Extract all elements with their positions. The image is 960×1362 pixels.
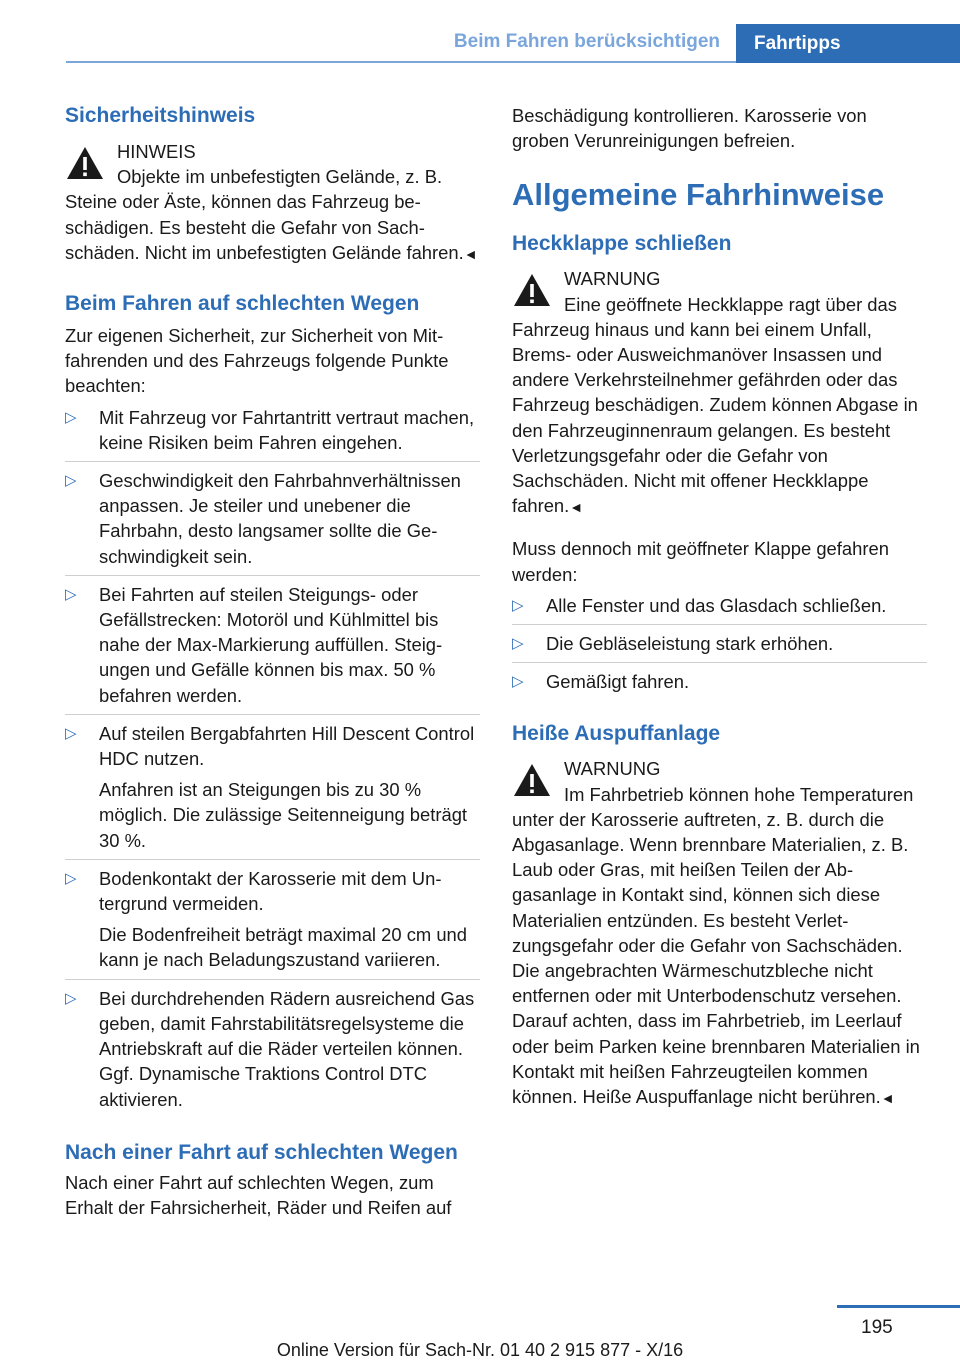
warning-label: WARNUNG xyxy=(564,758,661,780)
footer-divider xyxy=(837,1305,960,1308)
bullet-icon: ▷ xyxy=(512,673,524,691)
notice-block xyxy=(65,139,480,267)
notice-text: Objekte im unbefestigten Gelände, z. B. Steine oder Äste, können das Fahrzeug beschädigen. Es besteht die Gefahr von Sachschäden. Nicht im unbefestigten Gelände fahren.◄ xyxy=(65,166,478,263)
heading-tailgate: Heckklappe schließen xyxy=(512,232,732,256)
list-item-text: Bei durchdrehenden Rädern ausreichend Gas geben, damit Fahrstabilitätsregelsysteme die Antriebskraft auf die Räder verteilen können. Ggf. Dynamische Traktions Control DTC aktivieren. xyxy=(99,987,475,1110)
bullet-icon: ▷ xyxy=(65,408,77,426)
after-bad-roads-text: Nach einer Fahrt auf schlechten Wegen, zum Erhalt der Fahrsicherheit, Räder und Reifen auf xyxy=(65,1171,452,1218)
right-column xyxy=(512,103,927,1111)
open-tailgate-list xyxy=(512,593,927,701)
list-item-text: Bodenkontakt der Karosserie mit dem Untergrund vermeiden. xyxy=(99,867,442,915)
warning-tailgate xyxy=(512,266,927,520)
heading-safety: Sicherheitshinweis xyxy=(65,104,256,127)
bad-roads-list xyxy=(65,405,480,1118)
list-item-text: Gemäßigt fahren. xyxy=(546,671,690,693)
heading-after-bad-roads: Nach einer Fahrt auf schlechten Wegen xyxy=(65,1140,458,1164)
bullet-icon: ▷ xyxy=(65,989,77,1007)
list-item xyxy=(512,662,927,700)
list-item-text: Geschwindigkeit den Fahrbahnverhältnissen anpassen. Je steiler und unebener die Fahrbahn, desto langsamer sollte die Geschwindigkeit sein. xyxy=(99,470,461,567)
warning-triangle-icon xyxy=(512,762,552,798)
bullet-icon: ▷ xyxy=(65,869,77,887)
warning-exhaust xyxy=(512,756,927,1111)
header-divider xyxy=(66,61,736,63)
warning-triangle-icon xyxy=(512,272,552,308)
list-item-text: Die Gebläseleistung stark erhöhen. xyxy=(546,633,834,655)
online-version-note: Online Version für Sach-Nr. 01 40 2 915 877 - X/16 xyxy=(276,1340,684,1360)
list-item xyxy=(65,714,480,859)
list-item-text: Mit Fahrzeug vor Fahrtantritt vertraut machen, keine Risiken beim Fahren eingehen. xyxy=(99,406,475,453)
end-mark-icon: ◄ xyxy=(463,245,478,262)
page-number: 195 xyxy=(861,1317,893,1338)
list-item-text: Bei Fahrten auf steilen Steigungs- oder Gefällstrecken: Motoröl und Kühlmittel bis nahe der Max-Markierung auffüllen. Steigungen und Gefälle können bis max. 50 % befahren werden. xyxy=(99,583,443,706)
continued-text: Beschädigung kontrollieren. Karosserie von groben Verunreinigungen befreien. xyxy=(512,105,867,152)
bad-roads-intro: Zur eigenen Sicherheit, zur Sicherheit von Mitfahrenden und des Fahrzeugs folgende Punkte beachten: xyxy=(65,325,449,397)
warning-text: Eine geöffnete Heckklappe ragt über das Fahrzeug hinaus und kann bei einem Unfall, Brems- oder Ausweichmanöver Insassen und andere Verkehrsteilnehmer gefährden oder das Fahrzeug beschädigen. Zudem können Abgase in den Fahrzeuginnenraum gelangen. Es besteht Verletzungsgefahr oder die Gefahr von Sachschäden. Nicht mit offener Heckklappe fahren.◄ xyxy=(512,293,918,517)
warning-triangle-icon xyxy=(65,145,105,181)
bullet-icon: ▷ xyxy=(65,472,77,490)
list-item xyxy=(65,405,480,461)
list-item-note: Anfahren ist an Steigungen bis zu 30 % möglich. Die zulässige Seitenneigung beträgt 30 %. xyxy=(99,779,468,851)
list-item-note: Die Bodenfreiheit beträgt maximal 20 cm und kann je nach Beladungszustand variieren. xyxy=(99,924,468,971)
heading-bad-roads: Beim Fahren auf schlechten Wegen xyxy=(65,292,420,316)
list-item-text: Alle Fenster und das Glasdach schließen. xyxy=(546,594,887,616)
section-title: Beim Fahren berücksichtigen xyxy=(453,31,720,52)
list-item xyxy=(512,593,927,624)
end-mark-icon: ◄ xyxy=(880,1090,895,1107)
bullet-icon: ▷ xyxy=(65,724,77,742)
left-column xyxy=(65,103,480,1220)
list-item xyxy=(65,859,480,979)
heading-general-driving: Allgemeine Fahrhinweise xyxy=(512,177,885,213)
list-item xyxy=(65,979,480,1118)
notice-label: HINWEIS xyxy=(117,141,196,162)
bullet-icon: ▷ xyxy=(512,596,524,614)
list-item xyxy=(65,575,480,714)
list-item xyxy=(512,624,927,662)
warning-label: WARNUNG xyxy=(564,268,661,290)
list-item-text: Auf steilen Bergabfahrten Hill Descent Control HDC nutzen. xyxy=(99,722,475,770)
bullet-icon: ▷ xyxy=(65,585,77,603)
heading-exhaust: Heiße Auspuffanlage xyxy=(512,722,721,746)
bullet-icon: ▷ xyxy=(512,635,524,653)
warning-text: Im Fahrbetrieb können hohe Temperaturen unter der Karosserie auftreten, z. B. durch die Abgasanlage. Wenn brennbare Materialien, z. B. Laub oder Gras, mit heißen Teilen der Abgasanlage in Kontakt sind, können sich diese Materialien entzünden. Es besteht Verletzungsgefahr oder die Gefahr von Sachschäden. Die angebrachten Wärmeschutzbleche nicht entfernen oder mit Unterbodenschutz versehen. Darauf achten, dass im Fahrbetrieb, im Leerlauf oder beim Parken keine brennbaren Materialien in Kontakt mit heißen Fahrzeugteilen kommen können. Heiße Auspuffanlage nicht berühren.◄ xyxy=(512,783,920,1108)
open-tailgate-intro: Muss dennoch mit geöffneter Klappe gefahren werden: xyxy=(512,538,889,585)
chapter-tab: Fahrtipps xyxy=(736,24,960,63)
end-mark-icon: ◄ xyxy=(569,499,584,516)
header-bar xyxy=(0,0,736,60)
list-item xyxy=(65,461,480,575)
